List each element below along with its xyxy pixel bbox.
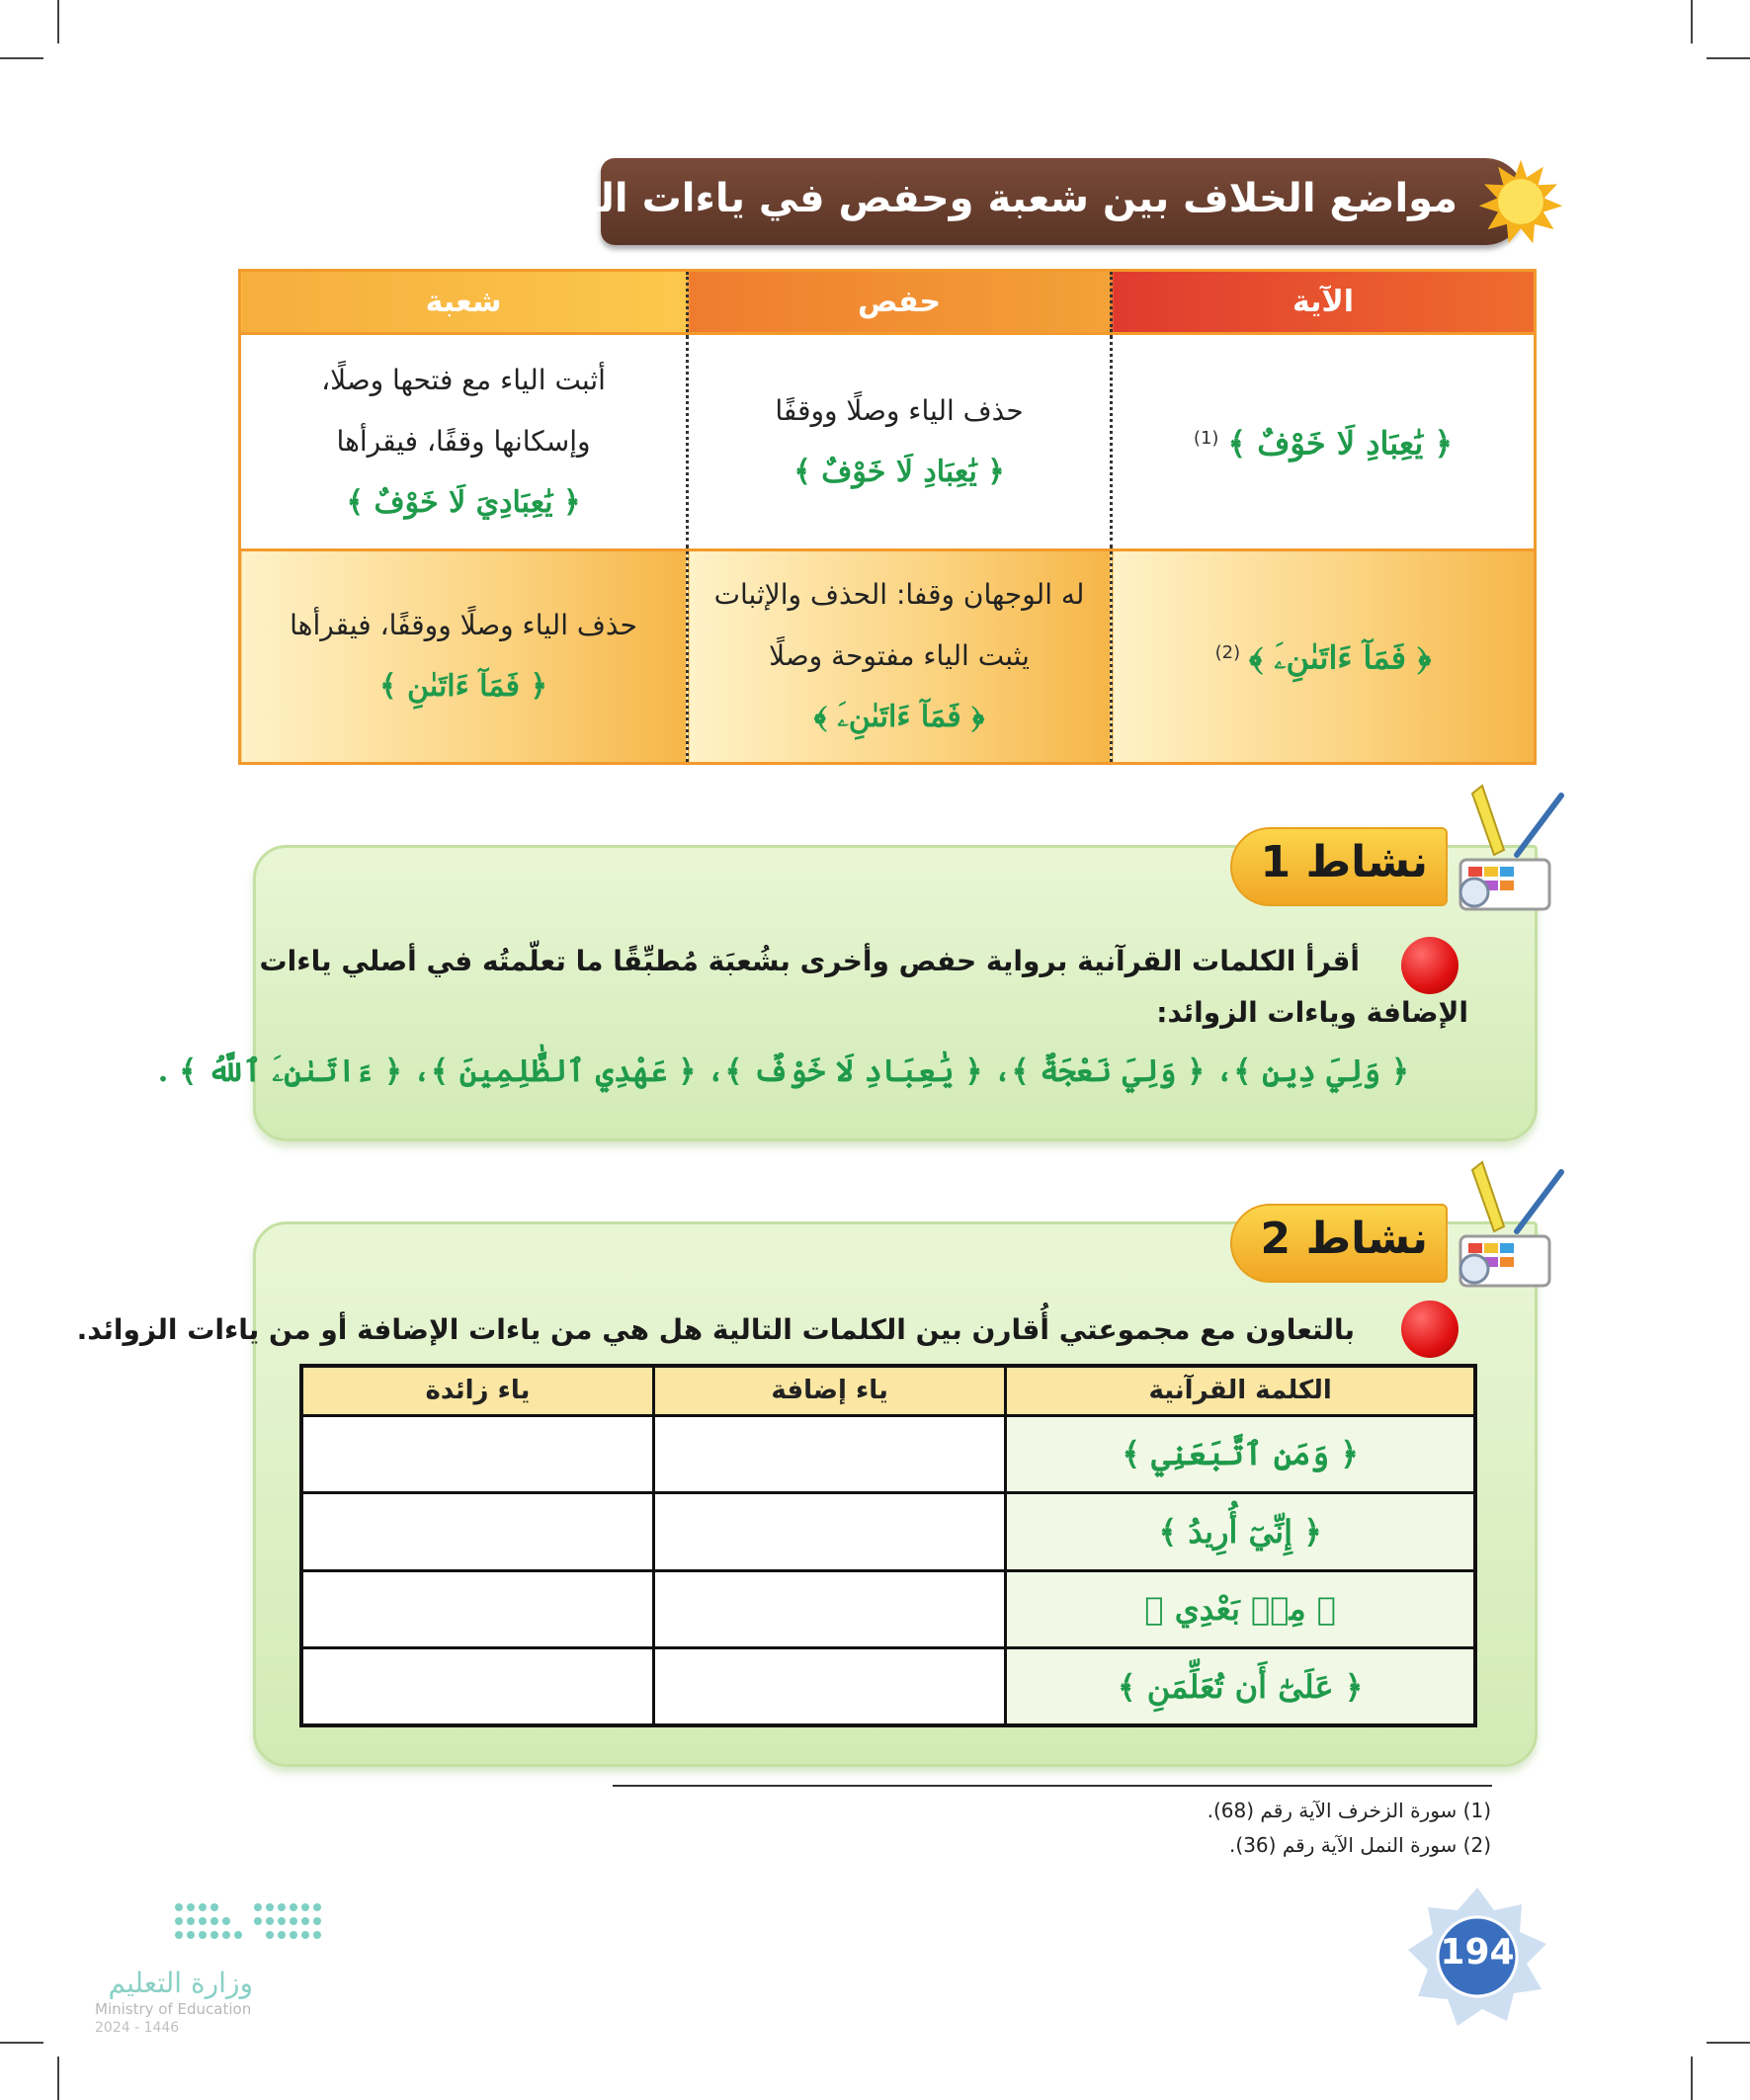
footnote-ref: (1) (1193, 427, 1219, 449)
table-row (240, 549, 1536, 763)
header-hafs: حفص (688, 271, 1112, 334)
table-row (301, 1570, 1475, 1647)
crop-mark (57, 0, 59, 43)
activity-1-label: نشاط 1 (1260, 837, 1428, 887)
bullet-icon (1401, 1301, 1458, 1358)
quran-word: ﴿ وَمَنِ ٱتَّبَعَنِي ﴾ (1006, 1415, 1475, 1492)
header-shuba: شعبة (240, 271, 688, 334)
answer-cell-idafa[interactable] (653, 1415, 1005, 1492)
answer-cell-idafa[interactable] (653, 1648, 1005, 1725)
hafs-text: يثبت الياء مفتوحة وصلًا (769, 639, 1030, 673)
table-row (301, 1415, 1475, 1492)
hafs-cell (688, 549, 1112, 763)
answer-cell-zaida[interactable] (301, 1493, 653, 1570)
page-title: مواضع الخلاف بين شعبة وحفص في ياءات الزوائد (499, 176, 1458, 221)
header-word: الكلمة القرآنية (1006, 1366, 1475, 1415)
sun-icon (1477, 158, 1564, 245)
answer-cell-zaida[interactable] (301, 1415, 653, 1492)
activity-2-label: نشاط 2 (1260, 1214, 1428, 1264)
quran-word: ﴿ مِنۢ بَعْدِي ﴾ (1006, 1570, 1475, 1647)
table-row (240, 334, 1536, 549)
header-ayah: الآية (1112, 271, 1536, 334)
pen-palette-icon (1423, 1152, 1571, 1301)
answer-cell-idafa[interactable] (653, 1493, 1005, 1570)
title-banner (499, 158, 1525, 245)
ministry-logo (95, 1897, 332, 2036)
footnote-divider (613, 1785, 1492, 1787)
shuba-cell (240, 334, 688, 549)
crop-mark (1691, 2057, 1693, 2100)
activity-1-instruction: الإضافة وياءات الزوائد: (1156, 996, 1468, 1029)
quran-text: ﴿ يَٰعِبَادِ لَا خَوْفٌ ﴾ (1227, 424, 1454, 462)
table-row (301, 1493, 1475, 1570)
footnote: (1) سورة الزخرف الآية رقم (68). (1207, 1799, 1491, 1822)
quran-text: ﴿ فَمَآ ءَاتَىٰنِ ﴾ (379, 669, 548, 705)
page-number: 194 (1440, 1932, 1515, 1973)
activity-1-quotes: ﴿ وَلِيَ دِينِ ﴾، ﴿ وَلِيَ نَعْجَةٌ ﴾، ﴿ يَٰعِبَادِ لَا خَوْفٌ ﴾، ﴿ عَهْدِي ٱلظَّٰلِمِينَ ﴾، ﴿ ءَاتَىٰنِۦَ ٱللَّهُ ﴾ . (157, 1053, 1409, 1089)
quran-text: ﴿ فَمَآ ءَاتَىٰنِۦَ ﴾ (813, 700, 985, 735)
shuba-text: أثبت الياء مع فتحها وصلًا، (321, 363, 606, 396)
quran-word: ﴿ إِنِّيٓ أُرِيدُ ﴾ (1006, 1493, 1475, 1570)
ayah-cell (1112, 549, 1536, 763)
footnote-ref: (2) (1214, 642, 1241, 664)
activity-1-tab (1230, 827, 1448, 906)
shuba-text: حذف الياء وصلًا ووقفًا، فيقرأها (290, 609, 637, 642)
footnote: (2) سورة النمل الآية رقم (36). (1229, 1833, 1491, 1857)
activity-2-tab (1230, 1204, 1448, 1283)
hafs-text: حذف الياء وصلًا ووقفًا (775, 393, 1024, 427)
ministry-name-en: Ministry of Education (95, 2000, 252, 2018)
ministry-name-ar: وزارة التعليم (108, 1967, 253, 1999)
ministry-dots-icon (169, 1897, 327, 1957)
crop-mark (0, 57, 43, 59)
bullet-icon (1401, 937, 1458, 994)
comparison-table (238, 269, 1537, 765)
header-idafa: ياء إضافة (653, 1366, 1005, 1415)
crop-mark (0, 2042, 43, 2044)
hafs-text: له الوجهان وقفا: الحذف والإثبات (713, 578, 1085, 612)
shuba-cell (240, 549, 688, 763)
table-row (301, 1648, 1475, 1725)
quran-text: ﴿ فَمَآ ءَاتَىٰنِۦَ ﴾ (1249, 638, 1432, 677)
shuba-text: وإسكانها وقفًا، فيقرأها (336, 424, 591, 458)
crop-mark (1707, 57, 1750, 59)
answer-cell-zaida[interactable] (301, 1648, 653, 1725)
answer-cell-zaida[interactable] (301, 1570, 653, 1647)
pen-palette-icon (1423, 776, 1571, 924)
crop-mark (1691, 0, 1693, 43)
quran-word: ﴿ عَلَىٰٓ أَن تُعَلِّمَنِ ﴾ (1006, 1648, 1475, 1725)
header-zaida: ياء زائدة (301, 1366, 653, 1415)
activity-1-instruction: أقرأ الكلمات القرآنية برواية حفص وأخرى بشُعبَة مُطبِّقًا ما تعلّمتُه في أصلي ياءات (259, 945, 1360, 977)
ayah-cell (1112, 334, 1536, 549)
crop-mark (57, 2057, 59, 2100)
classification-table (299, 1364, 1477, 1727)
crop-mark (1707, 2042, 1750, 2044)
ministry-year: 2024 - 1446 (95, 2020, 180, 2036)
activity-2-instruction: بالتعاون مع مجموعتي أُقارن بين الكلمات التالية هل هي من ياءات الإضافة أو من ياءات الزوائد. (76, 1313, 1355, 1346)
hafs-cell (688, 334, 1112, 549)
quran-text: ﴿ يَٰعِبَادِ لَا خَوْفٌ ﴾ (793, 454, 1005, 489)
answer-cell-idafa[interactable] (653, 1570, 1005, 1647)
quran-text: ﴿ يَٰعِبَادِيَ لَا خَوْفٌ ﴾ (346, 484, 581, 520)
